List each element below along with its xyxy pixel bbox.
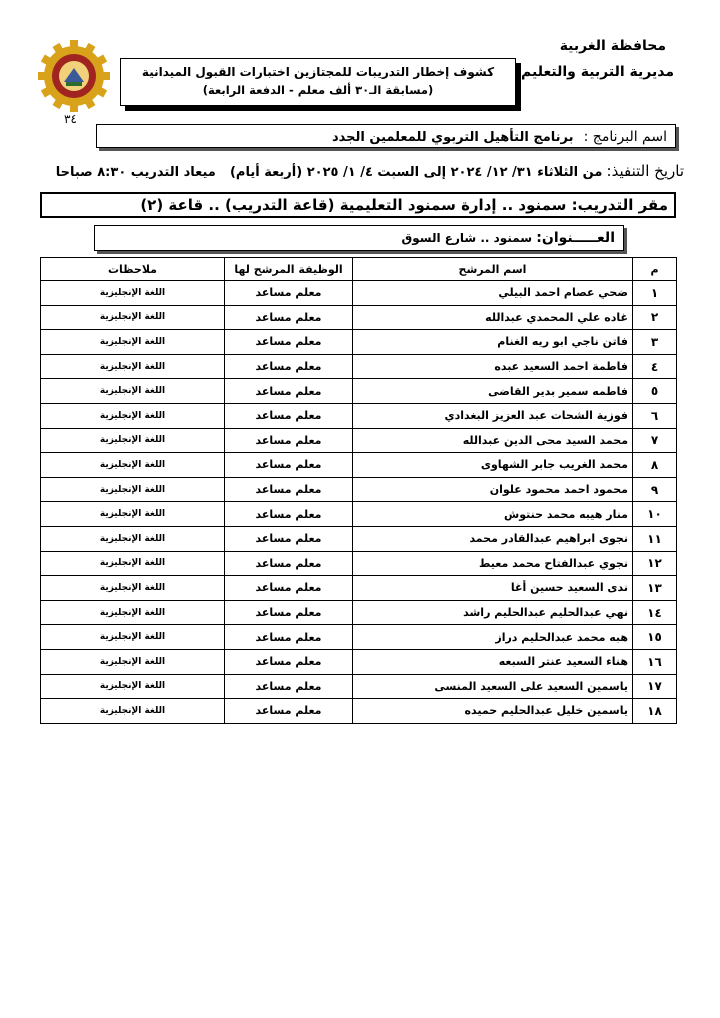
candidate-name: ياسمين السعيد على السعيد المنسى <box>353 674 633 699</box>
row-index: ٨ <box>633 453 677 478</box>
candidate-note: اللغة الإنجليزية <box>41 526 225 551</box>
program-value: برنامج التأهيل التربوي للمعلمين الجدد <box>331 130 574 145</box>
candidate-note: اللغة الإنجليزية <box>41 477 225 502</box>
candidate-job: معلم مساعد <box>225 625 353 650</box>
table-row <box>41 428 677 453</box>
table-row <box>41 625 677 650</box>
table-row <box>41 674 677 699</box>
candidate-name: ندى السعيد حسين أغا <box>353 576 633 601</box>
table-row <box>41 477 677 502</box>
candidate-note: اللغة الإنجليزية <box>41 330 225 355</box>
candidate-name: فاتن ناجي ابو ريه الغنام <box>353 330 633 355</box>
candidate-note: اللغة الإنجليزية <box>41 379 225 404</box>
program-box <box>96 124 676 148</box>
row-index: ٢ <box>633 305 677 330</box>
row-index: ٩ <box>633 477 677 502</box>
candidate-job: معلم مساعد <box>225 477 353 502</box>
row-index: ١٨ <box>633 699 677 724</box>
candidate-job: معلم مساعد <box>225 502 353 527</box>
table-row <box>41 526 677 551</box>
table-row <box>41 281 677 306</box>
candidate-job: معلم مساعد <box>225 305 353 330</box>
candidate-note: اللغة الإنجليزية <box>41 649 225 674</box>
row-index: ١٥ <box>633 625 677 650</box>
row-index: ٦ <box>633 403 677 428</box>
document-title: كشوف إخطار التدريبات للمجتازين اختبارات القبول الميدانية <box>141 65 495 79</box>
page-number: ٣٤ <box>64 112 77 126</box>
program-label: اسم البرنامج : <box>583 129 667 145</box>
row-index: ١٠ <box>633 502 677 527</box>
directorate-logo-icon <box>36 38 112 114</box>
candidate-job: معلم مساعد <box>225 600 353 625</box>
row-index: ١٣ <box>633 576 677 601</box>
table-row <box>41 502 677 527</box>
candidate-note: اللغة الإنجليزية <box>41 453 225 478</box>
candidate-name: هبه محمد عبدالحليم دراز <box>353 625 633 650</box>
directorate-label: مديرية التربية والتعليم <box>521 64 674 80</box>
row-index: ١٤ <box>633 600 677 625</box>
address-value: سمنود .. شارع السوق <box>401 231 533 245</box>
header-notes: ملاحظات <box>41 258 225 281</box>
candidates-table <box>40 257 677 724</box>
candidate-note: اللغة الإنجليزية <box>41 281 225 306</box>
document-subtitle: (مسابقة الـ٣٠ ألف معلم - الدفعة الرابعة) <box>202 83 434 97</box>
table-row <box>41 453 677 478</box>
schedule-label: تاريخ التنفيذ: <box>606 162 684 180</box>
table-row <box>41 649 677 674</box>
candidate-job: معلم مساعد <box>225 330 353 355</box>
venue-value: سمنود .. إدارة سمنود التعليمية (قاعة التدريب) .. قاعة (٢) <box>140 196 567 214</box>
table-row <box>41 403 677 428</box>
table-row <box>41 305 677 330</box>
candidate-job: معلم مساعد <box>225 453 353 478</box>
schedule-row <box>18 162 684 180</box>
candidate-note: اللغة الإنجليزية <box>41 674 225 699</box>
table-row <box>41 354 677 379</box>
table-header-row <box>41 258 677 281</box>
candidate-job: معلم مساعد <box>225 379 353 404</box>
governorate-label: محافظة الغربية <box>559 38 666 54</box>
candidate-name: فاطمة احمد السعيد عبده <box>353 354 633 379</box>
candidate-name: ياسمين خليل عبدالحليم حميده <box>353 699 633 724</box>
row-index: ٤ <box>633 354 677 379</box>
candidate-note: اللغة الإنجليزية <box>41 305 225 330</box>
candidate-note: اللغة الإنجليزية <box>41 354 225 379</box>
table-row <box>41 576 677 601</box>
candidate-note: اللغة الإنجليزية <box>41 428 225 453</box>
candidate-job: معلم مساعد <box>225 403 353 428</box>
table-row <box>41 699 677 724</box>
training-time: ميعاد التدريب ٨:٣٠ صباحا <box>55 165 216 180</box>
table-row <box>41 330 677 355</box>
candidate-job: معلم مساعد <box>225 674 353 699</box>
venue-box <box>40 192 676 218</box>
candidate-name: محمد الغريب جابر الشهاوى <box>353 453 633 478</box>
candidate-note: اللغة الإنجليزية <box>41 551 225 576</box>
candidate-name: فوزية الشحات عبد العزيز البغدادي <box>353 403 633 428</box>
candidate-job: معلم مساعد <box>225 699 353 724</box>
row-index: ٥ <box>633 379 677 404</box>
candidate-name: نجوى ابراهيم عبدالقادر محمد <box>353 526 633 551</box>
table-row <box>41 600 677 625</box>
header-name: اسم المرشح <box>353 258 633 281</box>
candidate-job: معلم مساعد <box>225 428 353 453</box>
candidate-job: معلم مساعد <box>225 551 353 576</box>
candidate-note: اللغة الإنجليزية <box>41 600 225 625</box>
row-index: ١ <box>633 281 677 306</box>
document-title-box <box>120 58 516 106</box>
row-index: ٣ <box>633 330 677 355</box>
candidate-note: اللغة الإنجليزية <box>41 699 225 724</box>
table-row <box>41 379 677 404</box>
address-label: العـــــنوان: <box>536 230 615 246</box>
candidate-name: محمود احمد محمود علوان <box>353 477 633 502</box>
table-row <box>41 551 677 576</box>
candidate-note: اللغة الإنجليزية <box>41 625 225 650</box>
row-index: ١١ <box>633 526 677 551</box>
header-index: م <box>633 258 677 281</box>
row-index: ٧ <box>633 428 677 453</box>
candidate-name: ضحي عصام احمد البيلي <box>353 281 633 306</box>
candidate-job: معلم مساعد <box>225 281 353 306</box>
candidate-name: منار هيبه محمد حنتوش <box>353 502 633 527</box>
row-index: ١٢ <box>633 551 677 576</box>
venue-label: مقر التدريب: <box>571 196 668 214</box>
address-box <box>94 225 624 251</box>
candidate-note: اللغة الإنجليزية <box>41 502 225 527</box>
candidate-job: معلم مساعد <box>225 354 353 379</box>
candidate-job: معلم مساعد <box>225 649 353 674</box>
candidate-name: نهي عبدالحليم عبدالحليم راشد <box>353 600 633 625</box>
candidate-job: معلم مساعد <box>225 526 353 551</box>
candidate-name: هناء السعيد عنتر السبعه <box>353 649 633 674</box>
row-index: ١٧ <box>633 674 677 699</box>
candidate-name: محمد السيد محى الدين عبدالله <box>353 428 633 453</box>
candidate-name: غاده علي المحمدي عبدالله <box>353 305 633 330</box>
candidate-job: معلم مساعد <box>225 576 353 601</box>
candidate-name: نجوي عبدالفتاح محمد معيط <box>353 551 633 576</box>
schedule-range: من الثلاثاء ٣١/ ١٢/ ٢٠٢٤ إلى السبت ٤/ ١/ ٢٠٢٥ (أربعة أيام) <box>229 165 603 180</box>
candidate-name: فاطمه سمير بدير القاضى <box>353 379 633 404</box>
row-index: ١٦ <box>633 649 677 674</box>
candidate-note: اللغة الإنجليزية <box>41 576 225 601</box>
header-job: الوظيفة المرشح لها <box>225 258 353 281</box>
candidate-note: اللغة الإنجليزية <box>41 403 225 428</box>
